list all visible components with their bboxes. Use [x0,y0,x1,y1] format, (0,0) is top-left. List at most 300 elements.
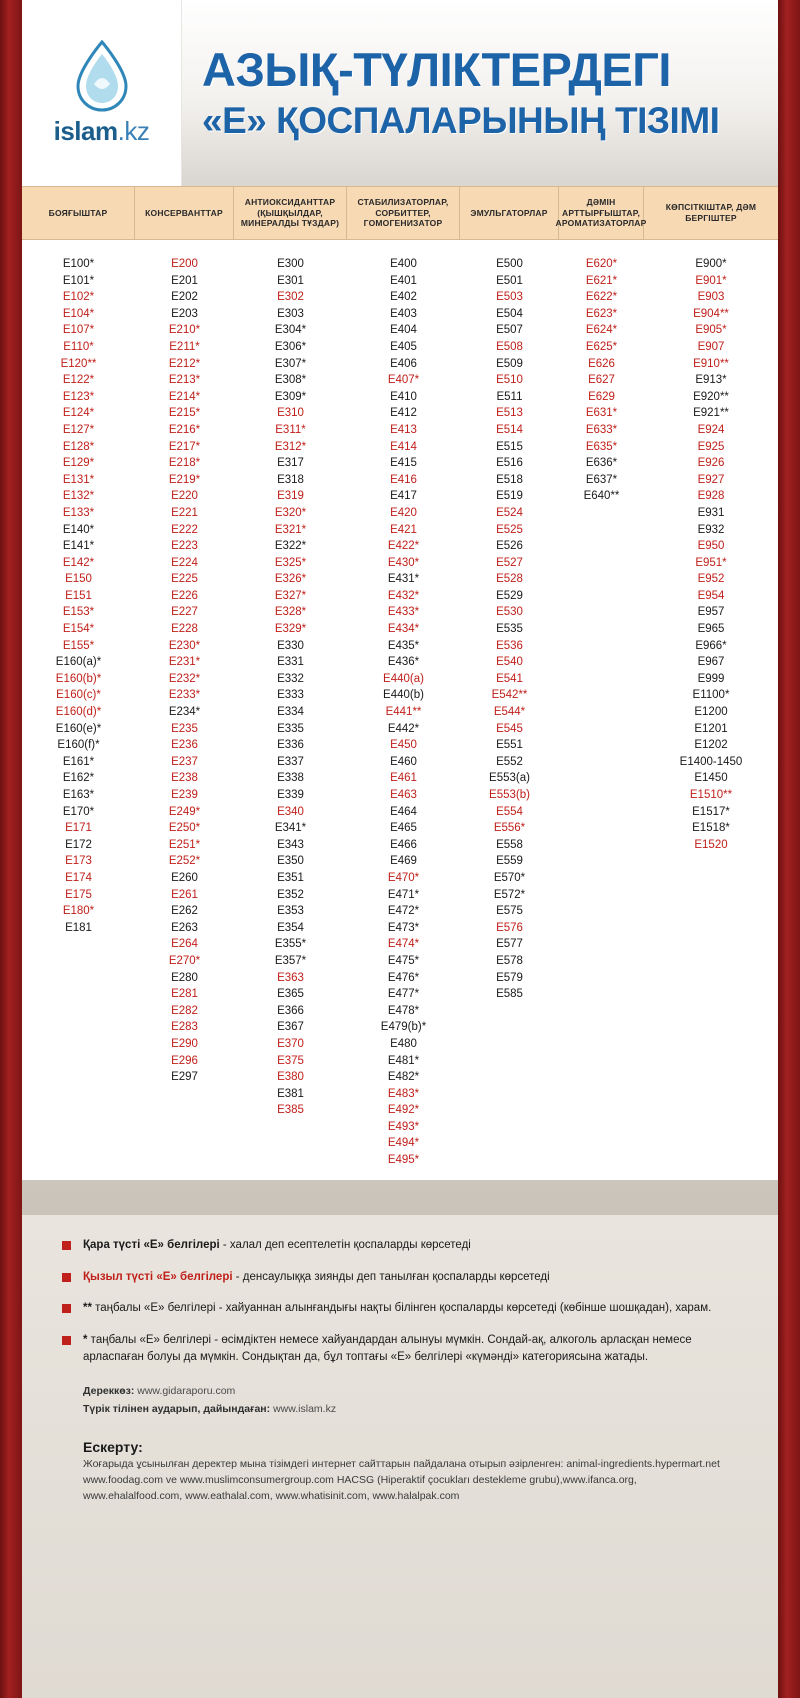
additive-code: E261 [171,888,198,901]
additive-code: E354 [277,921,304,934]
additive-code: E422* [387,540,420,553]
additive-code: E415 [390,457,417,470]
additive-code: E477* [387,988,420,1001]
logo [22,0,182,186]
sources-block [83,1383,738,1419]
column-emulsifiers [460,256,559,1180]
column-header-stabilizers: СТАБИЛИЗАТОРЛАР, СОРБИТТЕР, ГОМОГЕНИЗАТОР [347,187,460,239]
additive-code: E515 [496,440,523,453]
additive-code: E326* [274,573,307,586]
additive-code: E160(d)* [55,706,102,719]
additive-code: E637* [585,473,618,486]
additive-code: E578 [496,954,523,967]
square-bullet-icon [62,1241,71,1250]
additive-code: E334 [277,706,304,719]
additive-code: E262 [171,905,198,918]
square-bullet-icon [62,1304,71,1313]
additive-code: E466 [390,838,417,851]
additive-code: E623* [585,307,618,320]
additive-code: E223 [171,540,198,553]
additive-code: E480 [390,1037,417,1050]
additive-code: E631* [585,407,618,420]
additive-code: E310 [277,407,304,420]
additive-code: E160(a)* [55,656,102,669]
additive-code: E492* [387,1104,420,1117]
additive-code: E160(c)* [56,689,101,702]
additive-code: E100* [62,258,95,270]
column-preservatives [135,256,234,1180]
logo-suffix: .kz [117,115,150,146]
additive-code: E236 [171,739,198,752]
column-header-emulsifiers: ЭМУЛЬГАТОРЛАР [460,187,559,239]
translator-label: Түрік тілінен аударып, дайындаған: [83,1403,271,1416]
additive-code: E237 [171,755,198,768]
additive-code: E171 [65,822,92,835]
additive-code: E450 [390,739,417,752]
additive-code: E214* [168,390,201,403]
additive-code: E163* [62,789,95,801]
note-body: Жоғарыда ұсынылған деректер мына тізімдегі интернет сайттарын пайдалана отырып әзірленген: animal-ingredients.hypermart.net www.foodag.com ve www.muslimconsumergroup.com HACSG (Hiperaktif çocukları destekleme grubu),www.ifanca.org, www.ehalalfood.com, www.eathalal.com, www.whatisinit.com, www.halalpak.com [83,1458,720,1502]
additive-code: E335 [277,722,304,735]
additive-code: E281 [171,988,198,1001]
column-header-antioxidants: АНТИОКСИДАНТТАР (ҚЫШҚЫЛДАР, МИНЕРАЛДЫ ТҰЗДАР) [234,187,347,239]
additive-code: E238 [171,772,198,785]
additive-code: E337 [277,755,304,768]
additive-code: E416 [390,473,417,486]
column-flavour-enhancers [559,256,644,1180]
additive-code: E410 [390,390,417,403]
additive-code: E440(a) [383,672,424,685]
additive-code: E400 [390,258,417,270]
additive-code: E483* [387,1087,420,1100]
legend-text [83,1237,471,1254]
additive-code: E469 [390,855,417,868]
additive-code: E312* [274,440,307,453]
additive-code: E431* [387,573,420,586]
additive-code: E433* [387,606,420,619]
additive-code: E527 [496,556,523,569]
additive-code: E526 [496,540,523,553]
additive-code: E350 [277,855,304,868]
additive-code: E585 [496,988,523,1001]
column-header-flavour-enhancers: ДӘМІН АРТТЫРҒЫШТАР, АРОМАТИЗАТОРЛАР [559,187,644,239]
additive-code: E249* [168,805,201,818]
additive-code: E470* [387,871,420,884]
additive-code: E124* [62,407,95,420]
additive-code: E161* [62,755,95,768]
additive-code: E421 [390,523,417,536]
additive-code: E921** [693,407,729,420]
additive-code: E572* [493,888,526,901]
additive-code: E131* [62,473,95,486]
additive-code: E436* [387,656,420,669]
additive-code: E282 [171,1004,198,1017]
additive-code: E434* [387,623,420,636]
additive-code: E216* [168,423,201,436]
additive-code: E554 [496,805,523,818]
square-bullet-icon [62,1336,71,1345]
additive-code: E302 [277,291,304,304]
additive-code: E232* [168,672,201,685]
additive-code: E140* [62,523,95,536]
additive-code: E1100* [692,689,730,702]
additive-code: E556* [493,822,526,835]
logo-text [54,116,150,147]
column-raising-agents [644,256,778,1180]
additive-code: E513 [496,407,523,420]
additive-code: E476* [387,971,420,984]
translator-value: www.islam.kz [270,1403,337,1416]
additive-code: E301 [277,274,304,287]
legend-term: * [83,1334,88,1347]
additive-code: E904** [693,307,729,320]
additive-code: E530 [496,606,523,619]
additive-code: E474* [387,938,420,951]
water-drop-icon [70,40,134,112]
additive-code: E430* [387,556,420,569]
additive-code: E332 [277,672,304,685]
additive-code: E463 [390,789,417,801]
additive-code: E417 [390,490,417,503]
additive-code: E309* [274,390,307,403]
additive-code: E226 [171,589,198,602]
additive-code: E412 [390,407,417,420]
page-title-line2: «Е» ҚОСПАЛАРЫНЫҢ ТІЗІМІ [202,100,720,142]
additive-code: E407* [387,374,420,387]
additive-code: E910** [693,357,729,370]
additive-code: E903 [697,291,725,304]
additive-code: E225 [171,573,198,586]
additive-code: E201 [171,274,198,287]
additive-code: E320* [274,506,307,519]
additive-code: E435* [387,639,420,652]
additive-code: E352 [277,888,304,901]
additive-code: E633* [585,423,618,436]
legend-item [62,1237,738,1254]
legend-term: ** [83,1302,92,1315]
additive-code: E511 [496,390,523,403]
column-header-raising-agents: КӨПСІТКІШТАР, ДӘМ БЕРГІШТЕР [665,202,757,223]
additive-code: E624* [585,324,618,337]
additive-code: E296 [171,1054,198,1067]
additive-code: E1202 [694,739,728,752]
additive-code: E355* [274,938,307,951]
additive-code: E228 [171,623,198,636]
additive-code: E440(b) [383,689,424,702]
additive-code: E308* [274,374,307,387]
additive-code: E213* [168,374,201,387]
additive-code: E132* [62,490,95,503]
additive-code: E129* [62,457,95,470]
additive-code: E160(f)* [57,739,100,752]
additive-code: E317 [277,457,304,470]
additive-code: E174 [65,871,92,884]
additive-code: E219* [168,473,201,486]
additive-code: E900* [695,258,727,270]
additive-code: E341* [274,822,307,835]
additive-code: E351 [277,871,304,884]
additive-code: E260 [171,871,198,884]
additive-code: E133* [62,506,95,519]
additive-code: E1520 [694,838,728,851]
additive-code: E217* [168,440,201,453]
legend-text [83,1332,713,1365]
additive-code: E553(b) [489,789,530,801]
additive-code: E525 [496,523,523,536]
additive-code: E901* [695,274,727,287]
additive-code: E413 [390,423,417,436]
additive-code: E509 [496,357,523,370]
column-antioxidants [234,256,347,1180]
additive-code: E905* [695,324,727,337]
additive-code: E510 [496,374,523,387]
additive-code: E365 [277,988,304,1001]
additive-code: E327* [274,589,307,602]
additive-code: E264 [171,938,198,951]
page-title-line1: АЗЫҚ-ТҮЛІКТЕРДЕГІ [202,43,671,97]
additive-code: E529 [496,589,523,602]
additive-code: E107* [62,324,95,337]
additive-code: E928 [697,490,725,503]
additive-code: E461 [390,772,417,785]
additive-code: E336 [277,739,304,752]
additive-code: E381 [277,1087,304,1100]
additive-code: E545 [496,722,523,735]
additive-code: E212* [168,357,201,370]
additive-code: E553(a) [489,772,530,785]
additive-code: E414 [390,440,417,453]
additive-code: E353 [277,905,304,918]
additive-code: E441** [385,706,422,719]
table-header-row [22,186,778,240]
additive-code: E127* [62,423,95,436]
additive-code: E472* [387,905,420,918]
additive-code: E328* [274,606,307,619]
additive-code: E110* [63,340,94,353]
additive-code: E141* [62,540,95,553]
additive-code: E221 [171,506,198,519]
additive-code: E508 [496,340,523,353]
additive-code: E224 [171,556,198,569]
additive-code: E1400-1450 [679,755,743,768]
right-border-bar [778,0,800,1698]
additive-code: E150 [65,573,92,586]
additive-code: E558 [496,838,523,851]
additive-code: E128* [62,440,95,453]
additive-code: E322* [274,540,307,553]
additive-code: E552 [496,755,523,768]
additive-code: E503 [496,291,523,304]
square-bullet-icon [62,1273,71,1282]
additive-code: E123* [62,390,95,403]
additive-code: E170* [62,805,95,818]
logo-name: islam [53,115,118,146]
additive-code: E319 [277,490,304,503]
additive-code: E925 [697,440,725,453]
additive-code: E516 [496,457,523,470]
additive-code: E162* [62,772,95,785]
additive-code: E173 [65,855,92,868]
additive-code: E536 [496,639,523,652]
additive-code: E321* [274,523,307,536]
additive-code: E330 [277,639,304,652]
additive-code: E405 [390,340,417,353]
poster-header [22,0,778,186]
legend-description: таңбалы «Е» белгілері - хайуаннан алынғандығы нақты білінген қоспаларды көрсетеді (көбінше шошқадан), харам. [91,1302,712,1315]
additive-code: E329* [274,623,307,636]
additive-code: E482* [387,1071,420,1084]
legend-term: Қара түсті «Е» белгілері [83,1239,220,1251]
additive-code: E155* [62,639,95,652]
additive-code: E967 [697,656,725,669]
additive-code: E202 [171,291,198,304]
additive-code: E420 [390,506,417,519]
additive-code: E231* [168,656,201,669]
additive-code: E542** [491,689,528,702]
additive-code: E142* [62,556,95,569]
additive-code: E175 [65,888,92,901]
additive-code: E120** [60,357,97,370]
additive-code: E211* [169,340,200,353]
additive-code: E495* [387,1154,420,1167]
additive-code: E551 [496,739,523,752]
additive-code: E339 [277,789,304,801]
additive-code: E160(b)* [55,672,102,685]
additive-code: E263 [171,921,198,934]
legend-text [83,1269,550,1286]
additive-code: E340 [277,805,304,818]
additive-code: E252* [168,855,201,868]
legend-text [83,1300,711,1317]
additive-code: E514 [496,423,523,436]
source-value: www.gidaraporu.com [134,1385,236,1398]
additive-code: E460 [390,755,417,768]
additive-code: E239 [171,789,198,801]
additive-code: E363 [277,971,304,984]
additive-code: E579 [496,971,523,984]
additive-code: E235 [171,722,198,735]
additive-code: E311* [275,423,306,436]
legend-description: таңбалы «Е» белгілері - өсімдіктен немесе хайуандардан алынуы мүмкін. Сондай-ақ, алкоголь арласқан немесе арласпаған болуы да мүмкін. Сондықтан да, бұл топтағы «Е» белгілері «күмәнді» категориясына жатады. [83,1334,692,1363]
additive-code: E300 [277,258,304,270]
additive-code: E577 [496,938,523,951]
additive-code: E153* [62,606,95,619]
additive-code: E375 [277,1054,304,1067]
additive-code: E635* [585,440,618,453]
additive-code: E951* [695,556,727,569]
additive-code: E627 [588,374,615,387]
legend-section [22,1215,778,1698]
additive-code: E222 [171,523,198,536]
additive-code: E625* [585,340,618,353]
additive-code: E528 [496,573,523,586]
additive-code: E932 [697,523,725,536]
additive-code: E233* [168,689,201,702]
column-header-preservatives: КОНСЕРВАНТТАР [135,187,234,239]
additive-code: E370 [277,1037,304,1050]
additive-code: E406 [390,357,417,370]
additive-code: E500 [496,258,523,270]
additive-code: E251* [168,838,201,851]
additive-code: E475* [387,954,420,967]
additive-code: E626 [588,357,615,370]
additive-code: E331 [277,656,304,669]
additive-code: E401 [390,274,417,287]
additive-code: E432* [387,589,420,602]
additive-code: E160(e)* [55,722,102,735]
additive-code: E957 [697,606,725,619]
additive-code: E297 [171,1071,198,1084]
title-block [182,0,778,186]
additive-code: E325* [274,556,307,569]
additive-code: E366 [277,1004,304,1017]
additive-code: E544* [493,706,526,719]
additive-code: E403 [390,307,417,320]
additive-code: E965 [697,623,725,636]
additive-code: E304* [274,324,307,337]
left-border-bar [0,0,22,1698]
additive-code: E385 [277,1104,304,1117]
additive-code: E629 [588,390,615,403]
additive-code: E478* [387,1004,420,1017]
additive-code: E541 [496,672,523,685]
additive-code: E535 [496,623,523,636]
additive-code: E1450 [694,772,728,785]
additive-code: E464 [390,805,417,818]
legend-item [62,1300,738,1317]
additive-code: E154* [62,623,95,636]
additive-code: E402 [390,291,417,304]
additive-code: E501 [496,274,523,287]
additive-code: E640** [583,490,620,503]
additive-code: E215* [168,407,201,420]
additive-code: E101* [62,274,95,287]
additive-code: E519 [496,490,523,503]
legend-term: Қызыл түсті «Е» белгілері [83,1270,233,1283]
additive-code: E172 [65,838,92,851]
source-label: Дереккөз: [83,1385,135,1398]
additive-code: E507 [496,324,523,337]
additive-code: E367 [277,1021,304,1034]
legend-item [62,1332,738,1365]
additive-code: E540 [496,656,523,669]
additive-code: E203 [171,307,198,320]
additive-code: E999 [697,672,725,685]
additive-code: E338 [277,772,304,785]
additive-code: E576 [496,921,523,934]
additive-code: E954 [697,589,725,602]
additive-code: E220 [171,490,198,503]
additives-table [22,186,778,1180]
additive-code: E333 [277,689,304,702]
table-body [22,240,778,1180]
additive-code: E218* [168,457,201,470]
additive-code: E307* [274,357,307,370]
additive-code: E283 [171,1021,198,1034]
additive-code: E920** [693,390,729,403]
additive-code: E924 [697,423,725,436]
additive-code: E481* [387,1054,420,1067]
additive-code: E518 [496,473,523,486]
additive-code: E471* [387,888,420,901]
additive-code: E270* [168,954,201,967]
additive-code: E1201 [694,722,728,735]
additive-code: E950 [697,540,725,553]
additive-code: E380 [277,1071,304,1084]
additive-code: E1510** [689,789,733,801]
additive-code: E234* [168,706,201,719]
additive-code: E1200 [694,706,728,719]
